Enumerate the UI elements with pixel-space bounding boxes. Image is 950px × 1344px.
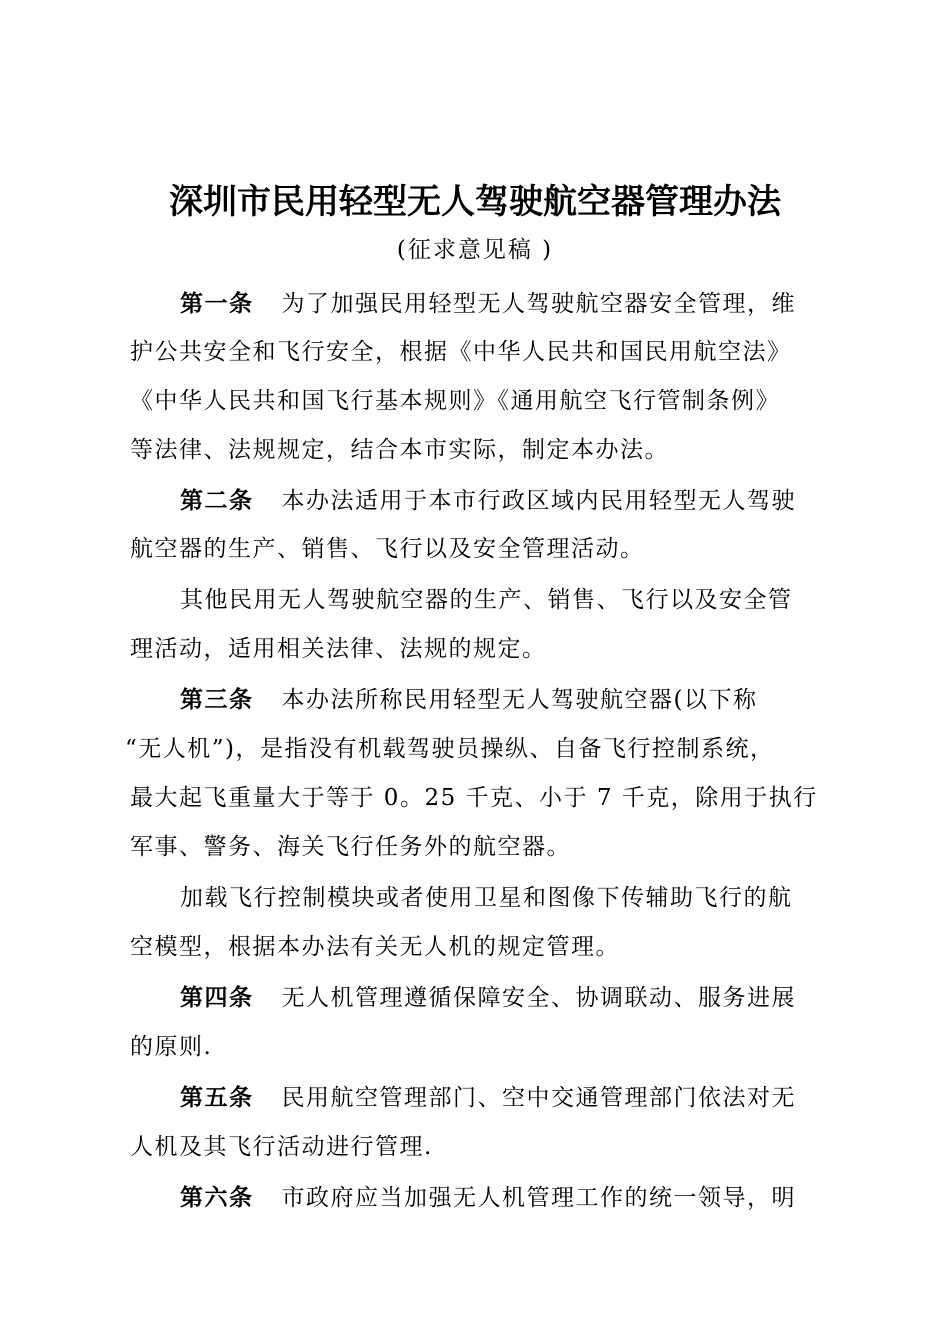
- paragraph-line: [125, 731, 825, 767]
- paragraph-line: [130, 829, 830, 865]
- paragraph-line: [130, 1029, 830, 1065]
- line-text: 的原则.: [130, 1034, 213, 1060]
- article-label: 第五条: [180, 1085, 254, 1111]
- paragraph-line: [130, 531, 830, 567]
- line-text: 其他民用无人驾驶航空器的生产、销售、飞行以及安全管: [180, 587, 793, 613]
- article-label: 第三条: [180, 687, 254, 713]
- line-text: 空模型，根据本办法有关无人机的规定管理。: [130, 934, 620, 960]
- line-text: 本办法所称民用轻型无人驾驶航空器(以下称: [281, 687, 758, 713]
- article-label: 第一条: [180, 291, 254, 317]
- line-text: 航空器的生产、销售、飞行以及安全管理活动。: [130, 536, 645, 562]
- line-text: “无人机”)，是指没有机载驾驶员操纵、自备飞行控制系统，: [125, 736, 775, 762]
- article-label: 第四条: [180, 985, 254, 1011]
- line-text: 护公共安全和飞行安全，根据《中华人民共和国民用航空法》: [130, 339, 792, 365]
- paragraph-line: [130, 334, 830, 370]
- paragraph-line: [180, 980, 830, 1016]
- line-text: 无人机管理遵循保障安全、协调联动、服务进展: [281, 985, 796, 1011]
- article-label: 第六条: [180, 1185, 254, 1211]
- line-text: 《中华人民共和国飞行基本规则》《通用航空飞行管制条例》: [130, 388, 780, 414]
- paragraph-line: [180, 1080, 830, 1116]
- paragraph-line: [180, 682, 830, 718]
- article-label: 第二条: [180, 488, 254, 514]
- line-text: 最大起飞重量大于等于 0。25 千克、小于 7 千克，除用于执行: [130, 785, 818, 811]
- line-text: 等法律、法规规定，结合本市实际，制定本办法。: [130, 437, 669, 463]
- paragraph-line: [180, 1180, 830, 1216]
- paragraph-line: [180, 582, 830, 618]
- paragraph-line: [180, 880, 830, 916]
- paragraph-line: [180, 483, 830, 519]
- line-text: 为了加强民用轻型无人驾驶航空器安全管理，维: [281, 291, 796, 317]
- line-text: 人机及其飞行活动进行管理.: [130, 1134, 433, 1160]
- paragraph-line: [130, 1129, 830, 1165]
- line-text: 本办法适用于本市行政区域内民用轻型无人驾驶: [281, 488, 796, 514]
- line-text: 民用航空管理部门、空中交通管理部门依法对无: [281, 1085, 796, 1111]
- document-title: 深圳市民用轻型无人驾驶航空器管理办法: [169, 182, 781, 222]
- paragraph-line: [130, 631, 830, 667]
- line-text: 市政府应当加强无人机管理工作的统一领导，明: [281, 1185, 796, 1211]
- document-subtitle: (征求意见稿 ): [396, 237, 554, 263]
- line-text: 理活动，适用相关法律、法规的规定。: [130, 636, 547, 662]
- line-text: 加载飞行控制模块或者使用卫星和图像下传辅助飞行的航: [180, 885, 793, 911]
- paragraph-line: [130, 432, 830, 468]
- paragraph-line: [130, 780, 830, 816]
- paragraph-line: [180, 286, 830, 322]
- paragraph-line: [130, 383, 830, 419]
- line-text: 军事、警务、海关飞行任务外的航空器。: [130, 834, 571, 860]
- paragraph-line: [130, 929, 830, 965]
